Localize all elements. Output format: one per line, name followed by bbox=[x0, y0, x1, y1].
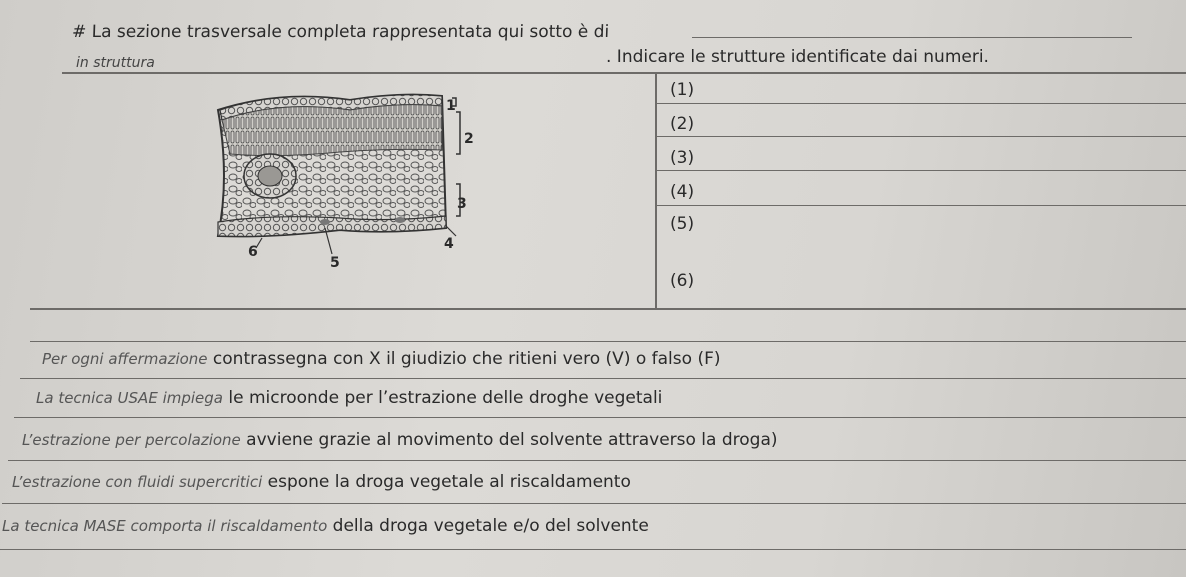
tf-statement-4[interactable] bbox=[2, 516, 649, 536]
answer-slot-4: (4) bbox=[670, 182, 695, 202]
tf-statement-3[interactable] bbox=[12, 472, 631, 492]
table-divider bbox=[655, 72, 657, 310]
diagram-label-3: 3 bbox=[457, 196, 467, 212]
tf-row-line-5 bbox=[0, 549, 1186, 550]
question-subtitle: in struttura bbox=[76, 55, 155, 71]
answer-line-2[interactable] bbox=[657, 136, 1186, 137]
answer-line-3[interactable] bbox=[657, 170, 1186, 171]
question-instruction: . Indicare le strutture identificate dai numeri. bbox=[606, 47, 989, 67]
question-title-text: La sezione trasversale completa rappresentata qui sotto è di bbox=[91, 22, 610, 42]
tf-row-line-3 bbox=[8, 460, 1186, 461]
diagram-label-4: 4 bbox=[444, 236, 454, 252]
table-top-border bbox=[62, 72, 1186, 74]
tf-statement-4-main: della droga vegetale e/o del solvente bbox=[327, 516, 649, 536]
tf-statement-1[interactable] bbox=[36, 388, 662, 408]
tf-instruction-main: contrassegna con X il giudizio che ritieni vero (V) o falso (F) bbox=[207, 349, 721, 369]
answer-slot-5: (5) bbox=[670, 214, 695, 234]
tf-statement-2-lead: L’estrazione per percolazione bbox=[22, 431, 241, 449]
diagram-label-2: 2 bbox=[464, 131, 474, 147]
tf-row-line-4 bbox=[2, 503, 1186, 504]
tf-statement-3-lead: L’estrazione con fluidi supercritici bbox=[12, 473, 263, 491]
tf-row-line-2 bbox=[14, 417, 1186, 418]
question-title bbox=[72, 22, 610, 42]
answer-slot-2: (2) bbox=[670, 114, 695, 134]
answer-line-1[interactable] bbox=[657, 103, 1186, 104]
answer-slot-1: (1) bbox=[670, 80, 695, 100]
answer-line-4[interactable] bbox=[657, 205, 1186, 206]
tf-row-line-1 bbox=[20, 378, 1186, 379]
answer-slot-3: (3) bbox=[670, 148, 695, 168]
tf-instruction-lead: Per ogni affermazione bbox=[42, 350, 208, 368]
diagram-label-6: 6 bbox=[248, 244, 258, 260]
tf-statement-3-main: espone la droga vegetale al riscaldamento bbox=[262, 472, 631, 492]
tf-top-border bbox=[30, 341, 1186, 342]
leaf-cross-section-diagram bbox=[200, 88, 480, 278]
question-marker: # bbox=[71, 22, 87, 42]
tf-instruction bbox=[42, 349, 721, 369]
diagram-label-1: 1 bbox=[446, 98, 456, 114]
table-bottom-border bbox=[30, 308, 1186, 310]
answer-blank-line bbox=[692, 37, 1132, 38]
tf-statement-2-main: avviene grazie al movimento del solvente attraverso la droga) bbox=[240, 430, 778, 450]
tf-statement-2[interactable] bbox=[22, 430, 778, 450]
tf-statement-4-lead: La tecnica MASE comporta il riscaldamento bbox=[2, 517, 328, 535]
tf-statement-1-main: le microonde per l’estrazione delle droghe vegetali bbox=[222, 388, 663, 408]
tf-statement-1-lead: La tecnica USAE impiega bbox=[36, 389, 223, 407]
diagram-label-5: 5 bbox=[330, 255, 340, 271]
answer-slot-6: (6) bbox=[670, 271, 695, 291]
